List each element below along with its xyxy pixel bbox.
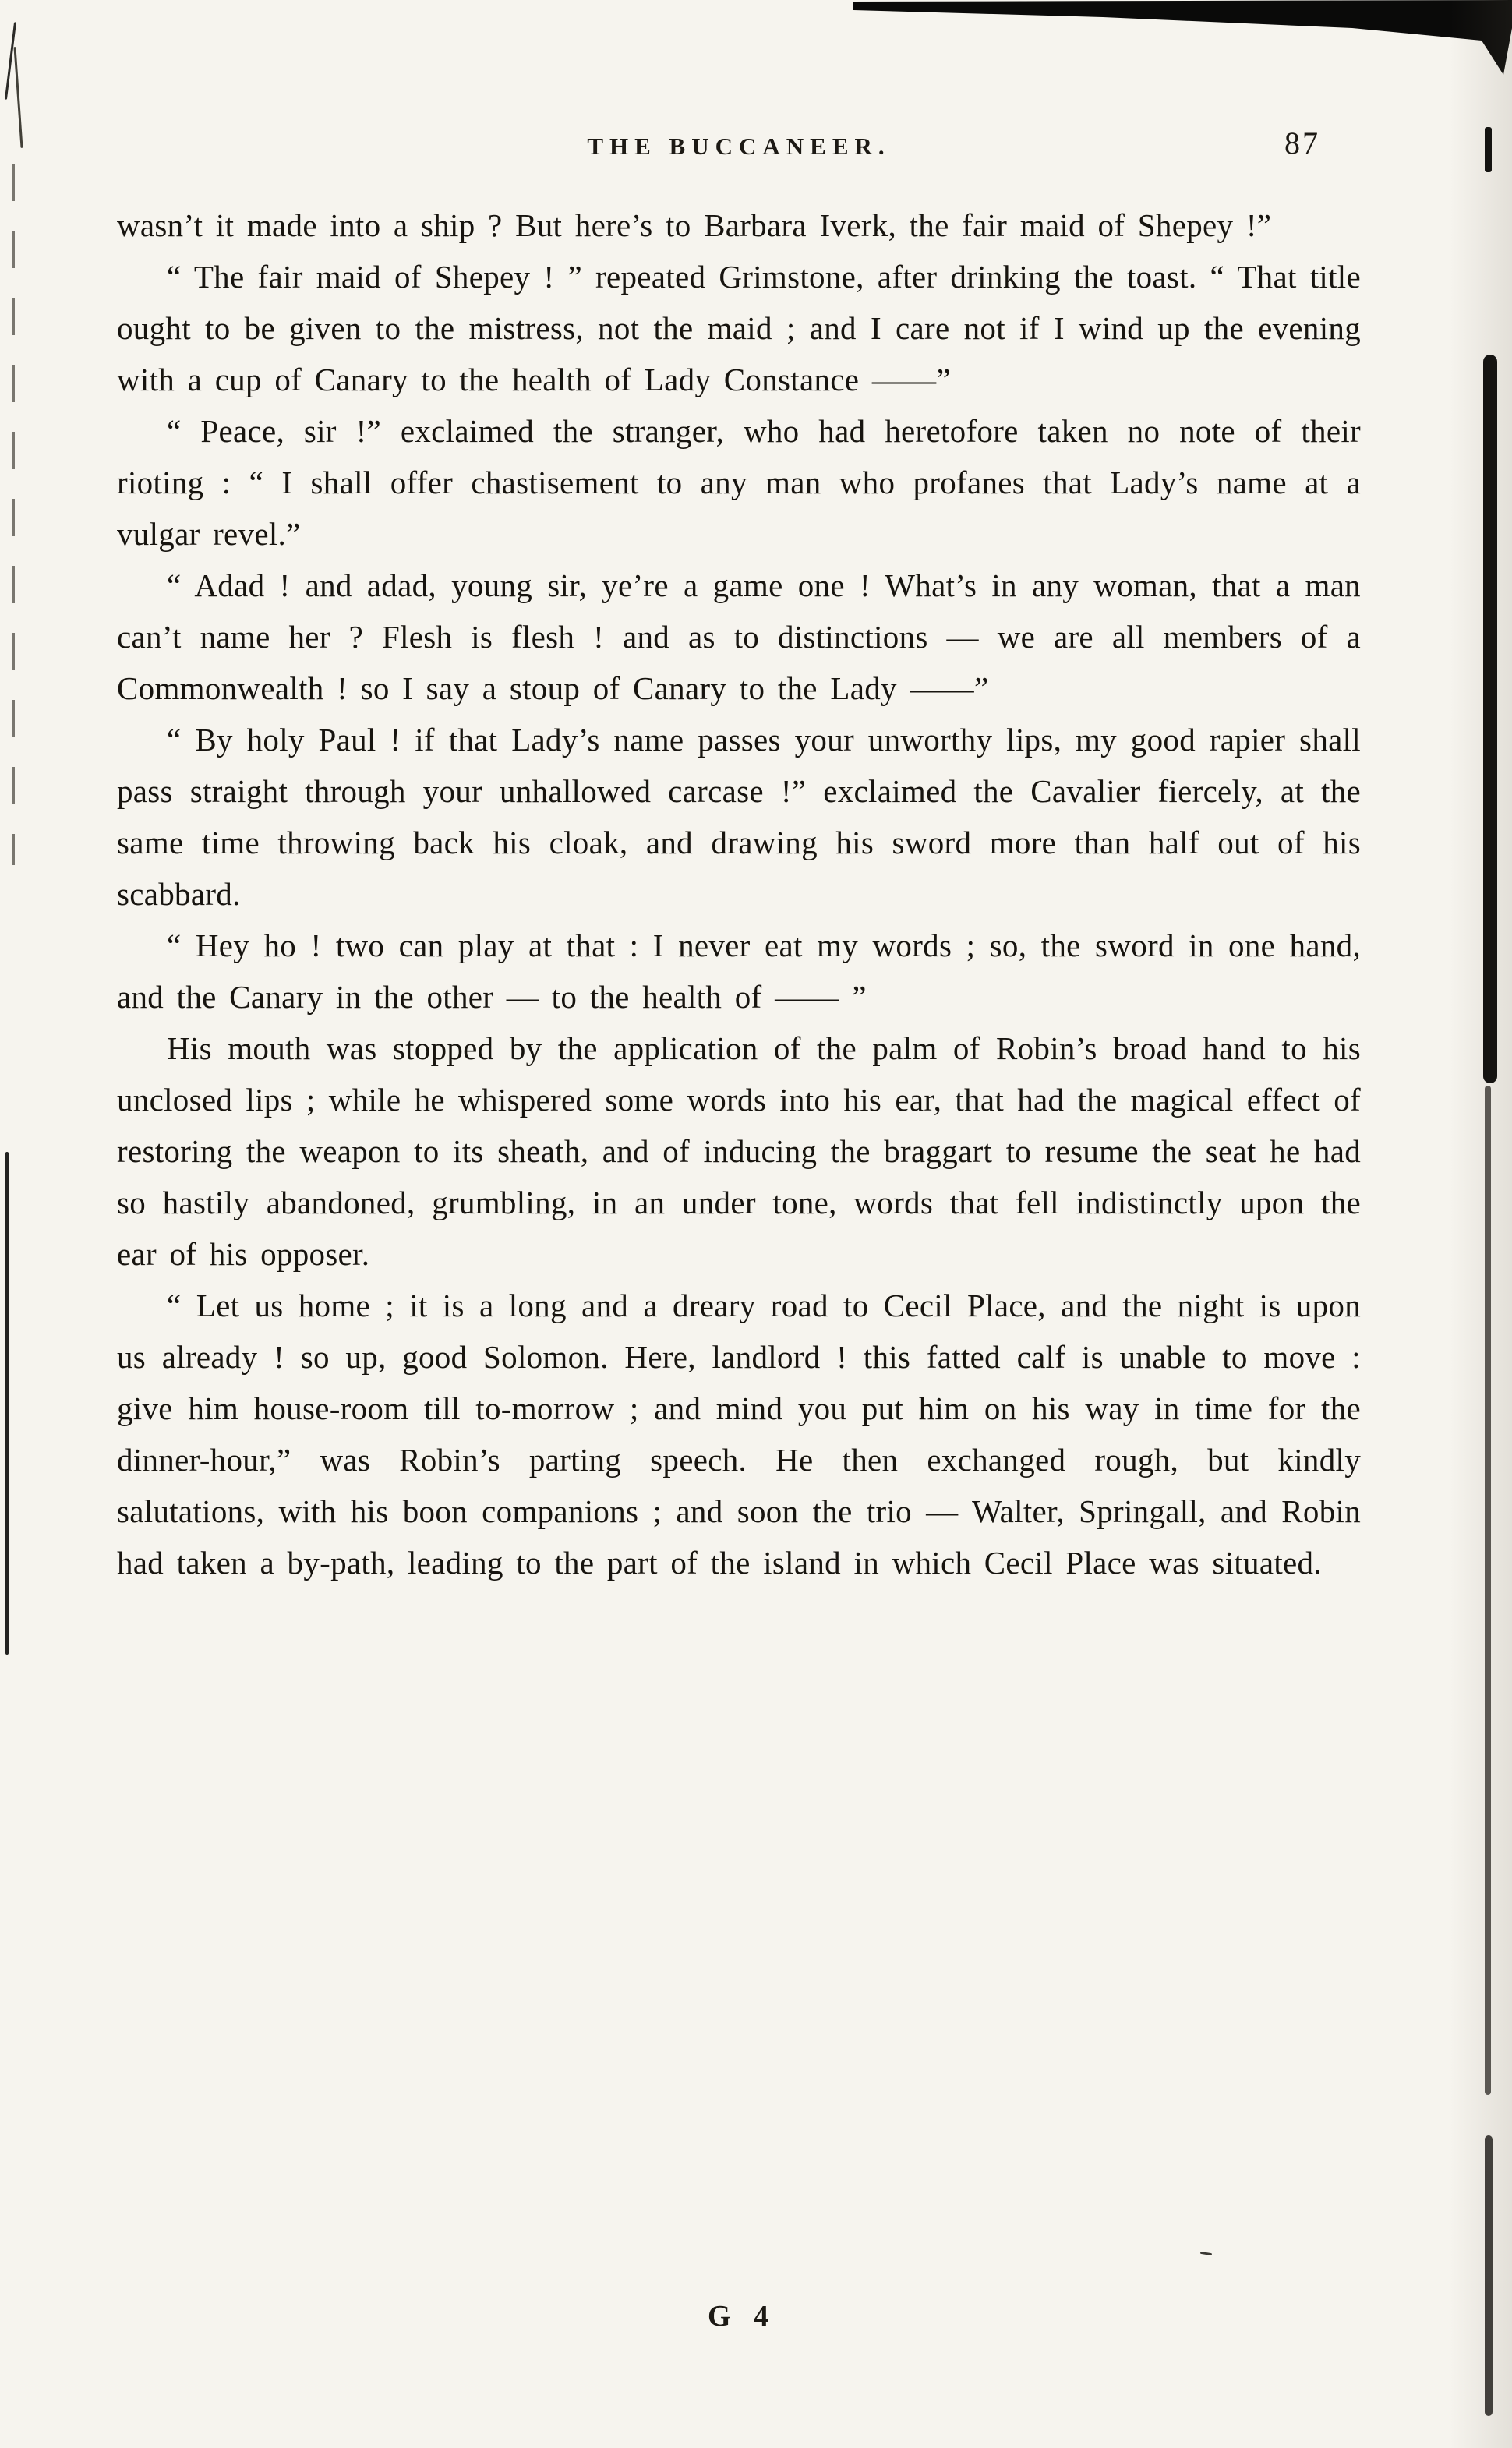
signature-mark: G 4 bbox=[707, 2300, 771, 2333]
scan-mark-left-edge bbox=[12, 164, 15, 865]
page-gutter-shadow bbox=[1450, 0, 1512, 2448]
text-content bbox=[117, 115, 1361, 1588]
scan-mark-right-edge bbox=[1483, 355, 1497, 1083]
scan-mark-left-edge bbox=[13, 47, 23, 148]
scan-mark-top-right bbox=[853, 0, 1512, 78]
paragraph-6: “ Hey ho ! two can play at that : I never eat my words ; so, the sword in one hand, and the Canary in the other — to the health of —— ” bbox=[117, 927, 1361, 1015]
paragraph-8: “ Let us home ; it is a long and a dreary road to Cecil Place, and the night is upon us already ! so up, good Solomon. Here, landlord ! this fatted calf is unable to move : give him house-room till to-morrow ; and mind you put him on his way in time for the dinner-hour,” was Robin’s parting speech. He then exchanged rough, but kindly salutations, with his boon companions ; and soon the trio — Walter, Springall, and Robin had taken a by-path, leading to the part of the island in which Cecil Place was situated. bbox=[117, 1288, 1361, 1581]
paragraph-2: “ The fair maid of Shepey ! ” repeated Grimstone, after drinking the toast. “ That title ought to be given to the mistress, not the maid ; and I care not if I wind up the evening with a cup of Canary to the health of Lady Constance ——” bbox=[117, 259, 1361, 397]
paragraph-4: “ Adad ! and adad, young sir, ye’re a game one ! What’s in any woman, that a man can’t name her ? Flesh is flesh ! and as to distinctions — we are all members of a Commonwealth ! so I say a stoup of Canary to the Lady ——” bbox=[117, 567, 1361, 706]
scan-mark-right-edge bbox=[1485, 1086, 1491, 2095]
scan-mark-right-edge bbox=[1485, 2135, 1493, 2416]
paragraph-3: “ Peace, sir !” exclaimed the stranger, who had heretofore taken no note of their rioting : “ I shall offer chastisement to any man who profanes that Lady’s name at a vulgar revel.” bbox=[117, 413, 1361, 552]
scan-mark-left-edge bbox=[5, 1152, 9, 1655]
page-number: 87 bbox=[1284, 125, 1320, 161]
paragraph-5: “ By holy Paul ! if that Lady’s name passes your unworthy lips, my good rapier shall pass straight through your unhallowed carcase !” exclaimed the Cavalier fiercely, at the same time throwing back his cloak, and drawing his sword more than half out of his scabbard. bbox=[117, 722, 1361, 912]
body-text bbox=[117, 200, 1361, 1588]
paragraph-7: His mouth was stopped by the application of the palm of Robin’s broad hand to his unclosed lips ; while he whispered some words into his ear, that had the magical effect of restoring the weapon to its sheath, and of inducing the braggart to resume the seat he had so hastily abandoned, grumbling, in an under tone, words that fell indistinctly upon the ear of his opposer. bbox=[117, 1030, 1361, 1272]
running-title: THE BUCCANEER. bbox=[587, 132, 891, 160]
scan-mark-fleck bbox=[1200, 2252, 1212, 2255]
paragraph-1: wasn’t it made into a ship ? But here’s to Barbara Iverk, the fair maid of Shepey !” bbox=[117, 207, 1272, 243]
scan-mark-right-edge bbox=[1485, 127, 1492, 172]
page-footer bbox=[117, 2299, 1361, 2333]
page-header bbox=[117, 115, 1361, 200]
